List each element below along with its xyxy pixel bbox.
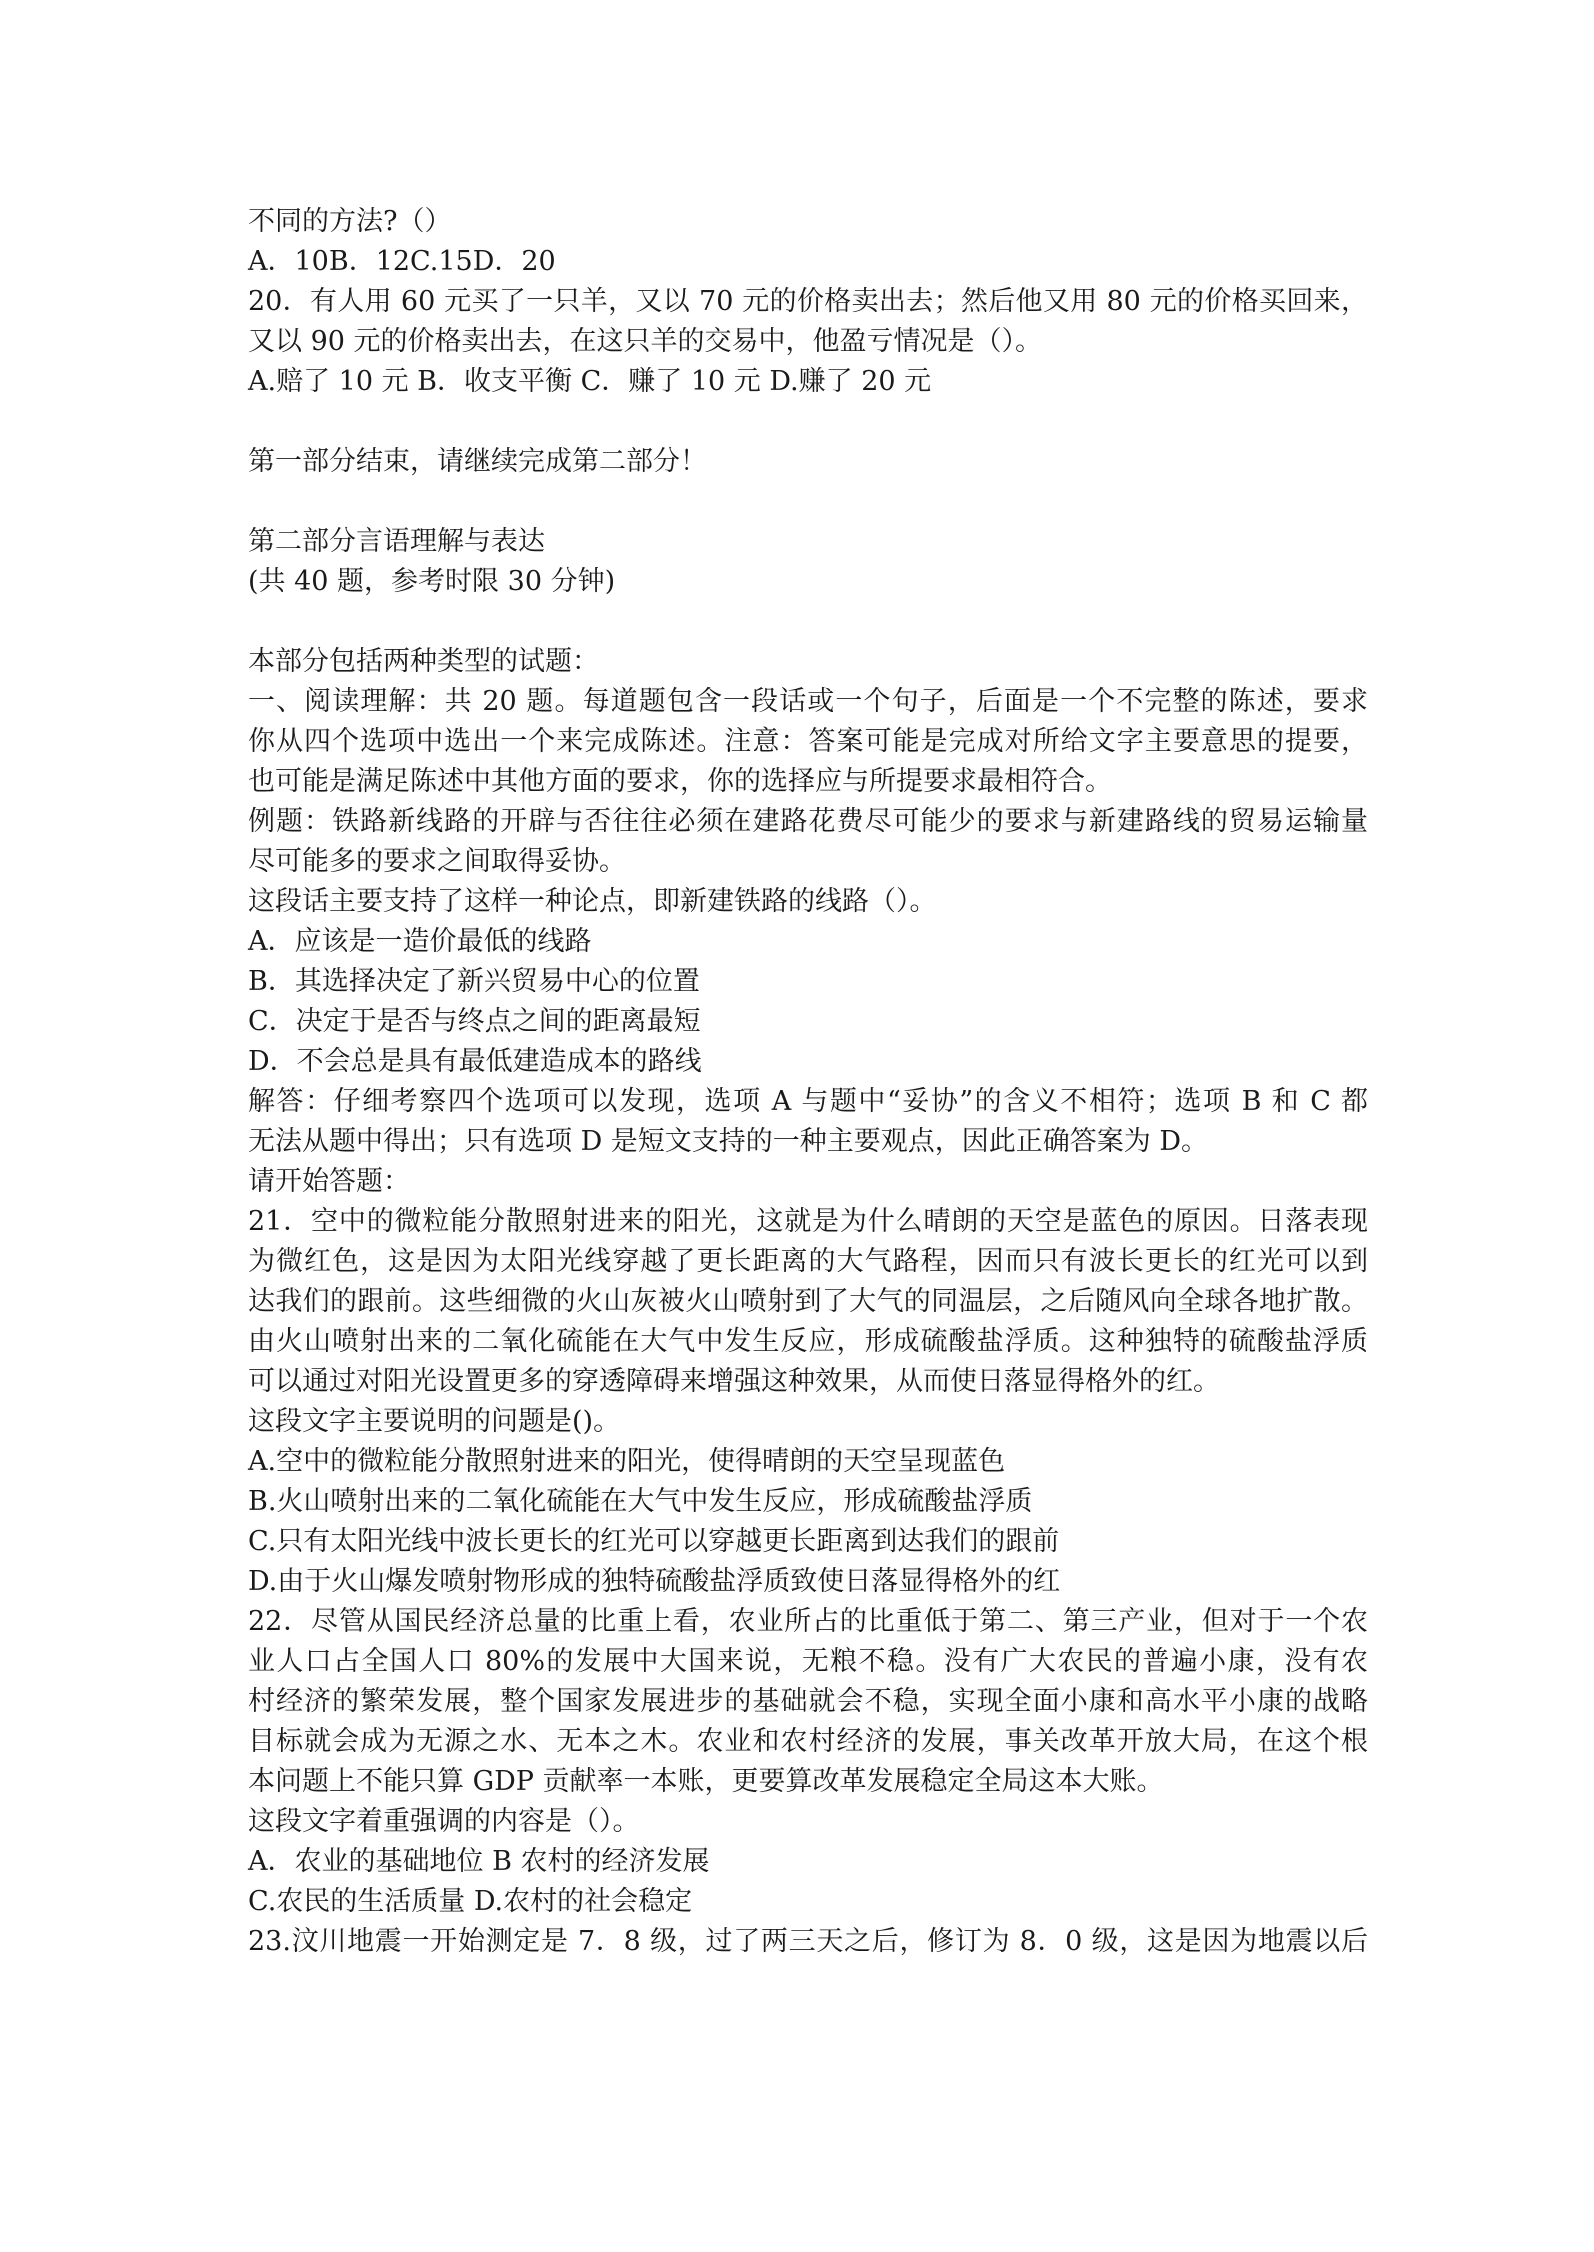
text-line: 解答：仔细考察四个选项可以发现，选项 A 与题中“妥协”的含义不相符；选项 B 和 C 都 (248, 1086, 1368, 1117)
text-line: 23.汶川地震一开始测定是 7．8 级，过了两三天之后，修订为 8．0 级，这是因为地震以后 (248, 1926, 1368, 1957)
text-line: 一、阅读理解：共 20 题。每道题包含一段话或一个句子，后面是一个不完整的陈述，要求 (248, 686, 1368, 717)
text-line: 由火山喷射出来的二氧化硫能在大气中发生反应，形成硫酸盐浮质。这种独特的硫酸盐浮质 (248, 1326, 1368, 1357)
text-line: B．其选择决定了新兴贸易中心的位置 (248, 966, 700, 997)
text-line: 请开始答题： (248, 1166, 410, 1197)
text-line: C.农民的生活质量 D.农村的社会稳定 (248, 1886, 693, 1917)
text-line: 你从四个选项中选出一个来完成陈述。注意：答案可能是完成对所给文字主要意思的提要， (248, 726, 1368, 757)
text-line: 22．尽管从国民经济总量的比重上看，农业所占的比重低于第二、第三产业，但对于一个农 (248, 1606, 1368, 1637)
text-line: 又以 90 元的价格卖出去，在这只羊的交易中，他盈亏情况是（）。 (248, 326, 1043, 357)
text-line: D.由于火山爆发喷射物形成的独特硫酸盐浮质致使日落显得格外的红 (248, 1566, 1061, 1597)
text-line: 本部分包括两种类型的试题： (248, 646, 599, 677)
text-line: (共 40 题，参考时限 30 分钟) (248, 566, 616, 597)
blank-line (248, 402, 1368, 442)
text-line: C．决定于是否与终点之间的距离最短 (248, 1006, 701, 1037)
text-line: 为微红色，这是因为太阳光线穿越了更长距离的大气路程，因而只有波长更长的红光可以到 (248, 1246, 1368, 1277)
text-line: A.赔了 10 元 B．收支平衡 C．赚了 10 元 D.赚了 20 元 (248, 366, 932, 397)
text-line: 20．有人用 60 元买了一只羊，又以 70 元的价格卖出去；然后他又用 80 元的价格买回来， (248, 286, 1368, 317)
blank-line (248, 482, 1368, 522)
text-line: 可以通过对阳光设置更多的穿透障碍来增强这种效果，从而使日落显得格外的红。 (248, 1366, 1220, 1397)
text-line: D．不会总是具有最低建造成本的路线 (248, 1046, 702, 1077)
text-line: 例题：铁路新线路的开辟与否往往必须在建路花费尽可能少的要求与新建路线的贸易运输量 (248, 806, 1368, 837)
text-line: B.火山喷射出来的二氧化硫能在大气中发生反应，形成硫酸盐浮质 (248, 1486, 1033, 1517)
text-line: 不同的方法?（） (248, 206, 452, 237)
text-line: 这段文字主要说明的问题是()。 (248, 1406, 621, 1437)
text-line: C.只有太阳光线中波长更长的红光可以穿越更长距离到达我们的跟前 (248, 1526, 1060, 1557)
text-line: 这段文字着重强调的内容是（）。 (248, 1806, 640, 1837)
text-line: 本问题上不能只算 GDP 贡献率一本账，更要算改革发展稳定全局这本大账。 (248, 1766, 1164, 1797)
document-body (248, 202, 1368, 1962)
text-line: 21．空中的微粒能分散照射进来的阳光，这就是为什么晴朗的天空是蓝色的原因。日落表现 (248, 1206, 1368, 1237)
text-line: 尽可能多的要求之间取得妥协。 (248, 846, 626, 877)
text-line: A．应该是一造价最低的线路 (248, 926, 592, 957)
text-line: 也可能是满足陈述中其他方面的要求，你的选择应与所提要求最相符合。 (248, 766, 1112, 797)
text-line: 业人口占全国人口 80%的发展中大国来说，无粮不稳。没有广大农民的普遍小康，没有农 (248, 1646, 1368, 1677)
text-line: A．农业的基础地位 B 农村的经济发展 (248, 1846, 710, 1877)
text-line: 目标就会成为无源之水、无本之木。农业和农村经济的发展，事关改革开放大局，在这个根 (248, 1726, 1368, 1757)
blank-line (248, 602, 1368, 642)
text-line: 第一部分结束，请继续完成第二部分！ (248, 446, 707, 477)
text-line: 村经济的繁荣发展，整个国家发展进步的基础就会不稳，实现全面小康和高水平小康的战略 (248, 1686, 1368, 1717)
text-line: 达我们的跟前。这些细微的火山灰被火山喷射到了大气的同温层，之后随风向全球各地扩散。 (248, 1286, 1368, 1317)
text-line: 无法从题中得出；只有选项 D 是短文支持的一种主要观点，因此正确答案为 D。 (248, 1126, 1209, 1157)
text-line: A．10B．12C.15D．20 (248, 246, 556, 277)
text-line: A.空中的微粒能分散照射进来的阳光，使得晴朗的天空呈现蓝色 (248, 1446, 1006, 1477)
text-line: 第二部分言语理解与表达 (248, 526, 545, 557)
text-line: 这段话主要支持了这样一种论点，即新建铁路的线路（）。 (248, 886, 937, 917)
